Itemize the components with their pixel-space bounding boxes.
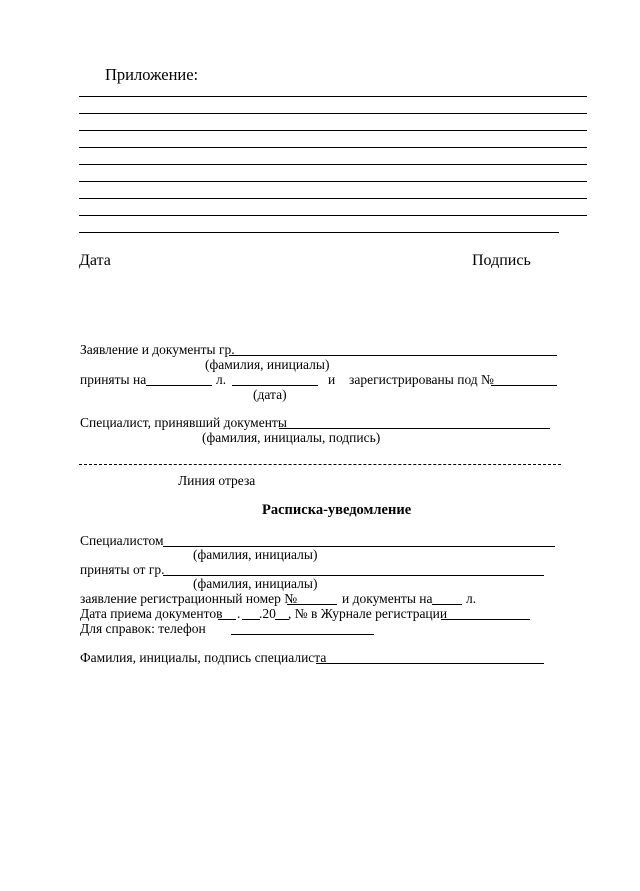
appendix-line[interactable] bbox=[79, 232, 559, 233]
accepted-date-line[interactable] bbox=[232, 385, 318, 386]
appendix-line[interactable] bbox=[79, 113, 587, 114]
accepted-on-label: приняты на bbox=[80, 372, 147, 387]
journal-number-line[interactable] bbox=[441, 619, 530, 620]
docs-pages-abbr: л. bbox=[466, 591, 477, 606]
accepted-pages-line[interactable] bbox=[146, 385, 212, 386]
phone-line[interactable] bbox=[231, 634, 374, 635]
by-specialist-label: Специалистом bbox=[80, 533, 164, 548]
specialist-signature-line[interactable] bbox=[316, 663, 544, 664]
receipt-month-line[interactable] bbox=[242, 619, 260, 620]
date-label: Дата bbox=[79, 252, 111, 269]
phone-label: Для справок: телефон bbox=[80, 621, 206, 636]
receipt-title: Расписка-уведомление bbox=[262, 502, 412, 518]
applicant-hint: (фамилия, инициалы) bbox=[193, 576, 318, 591]
appendix-line[interactable] bbox=[79, 198, 587, 199]
receipt-date-label: Дата приема документов bbox=[80, 606, 223, 621]
appendix-line[interactable] bbox=[79, 164, 587, 165]
specialist-line[interactable] bbox=[279, 428, 550, 429]
date-sep-2: .20 bbox=[259, 606, 276, 621]
pages-abbr: л. bbox=[216, 372, 227, 387]
date-sep-1: . bbox=[237, 606, 241, 621]
date-hint: (дата) bbox=[253, 387, 287, 402]
registration-number-line[interactable] bbox=[491, 385, 557, 386]
specialist-signature-label: Фамилия, инициалы, подпись специалиста bbox=[80, 650, 327, 665]
appendix-line[interactable] bbox=[79, 130, 587, 131]
accepted-from-label: приняты от гр. bbox=[80, 562, 165, 577]
receipt-day-line[interactable] bbox=[218, 619, 236, 620]
appendix-line[interactable] bbox=[79, 215, 587, 216]
reg-number-line[interactable] bbox=[287, 604, 337, 605]
statement-line-label: Заявление и документы гр. bbox=[80, 342, 235, 357]
cut-line-label: Линия отреза bbox=[178, 473, 256, 488]
appendix-line[interactable] bbox=[79, 147, 587, 148]
appendix-line[interactable] bbox=[79, 181, 587, 182]
reg-number-label: заявление регистрационный номер № bbox=[80, 591, 298, 606]
journal-label: , № в Журнале регистрации bbox=[288, 606, 448, 621]
specialist-hint: (фамилия, инициалы, подпись) bbox=[202, 430, 381, 445]
signature-label: Подпись bbox=[472, 252, 531, 269]
and-label: и bbox=[328, 372, 336, 387]
appendix-line[interactable] bbox=[79, 96, 587, 97]
docs-on-label: и документы на bbox=[342, 591, 433, 606]
cut-line bbox=[79, 464, 561, 465]
receipt-year-line[interactable] bbox=[275, 619, 289, 620]
docs-pages-line[interactable] bbox=[432, 604, 462, 605]
receipt-specialist-hint: (фамилия, инициалы) bbox=[193, 547, 318, 562]
applicant-name-line[interactable] bbox=[229, 355, 557, 356]
applicant-name-hint: (фамилия, инициалы) bbox=[205, 357, 330, 372]
appendix-label: Приложение: bbox=[105, 65, 199, 84]
registered-under-label: зарегистрированы под № bbox=[349, 372, 494, 387]
specialist-label: Специалист, принявший документы bbox=[80, 415, 287, 430]
